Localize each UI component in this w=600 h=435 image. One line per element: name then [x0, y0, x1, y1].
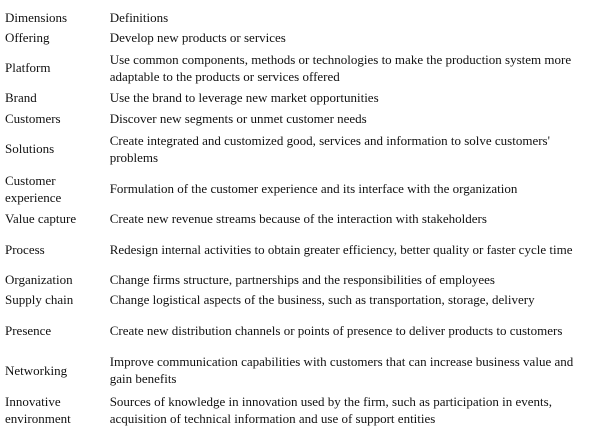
definition-cell: Redesign internal activities to obtain greater efficiency, better quality or faster cycle time: [109, 241, 573, 257]
definition-cell: Use common components, methods or technologies to make the production system more adaptable to the products or services offered: [109, 51, 572, 84]
definition-cell: Improve communication capabilities with customers that can increase business value and gain benefits: [109, 354, 574, 386]
definition-cell: Discover new segments or unmet customer needs: [109, 110, 367, 126]
dimension-cell: Supply chain: [5, 292, 74, 308]
table-row: [5, 390, 597, 430]
table-row: [5, 229, 597, 269]
table-row: [5, 209, 597, 230]
definition-cell: Create new revenue streams because of the interaction with stakeholders: [109, 211, 487, 227]
definition-cell: Change logistical aspects of the business, such as transportation, storage, delivery: [109, 292, 535, 308]
dimension-cell: Organization: [5, 271, 73, 287]
table-row: [5, 310, 597, 350]
definition-cell: Create integrated and customized good, services and information to solve customers' problems: [109, 132, 550, 165]
header-dimensions: Dimensions: [5, 9, 68, 25]
dimension-cell: Presence: [5, 322, 52, 338]
table-row: [5, 350, 597, 390]
dimension-cell: Solutions: [5, 141, 55, 156]
dimension-cell: Networking: [5, 362, 68, 378]
definition-cell: Develop new products or services: [109, 29, 286, 45]
table-row: [5, 48, 597, 88]
table-row: [5, 27, 597, 48]
table-row: [5, 88, 597, 109]
dimension-cell: Offering: [5, 29, 50, 45]
innovation-dimensions-table: [5, 7, 597, 430]
table-header-row: [5, 7, 597, 27]
definition-cell: Create new distribution channels or points of presence to deliver products to customers: [109, 322, 563, 338]
table-row: [5, 269, 597, 290]
table-row: [5, 169, 597, 209]
table-row: [5, 108, 597, 129]
dimension-cell: Customers: [5, 110, 61, 126]
header-definitions: Definitions: [109, 9, 169, 25]
dimension-cell: Brand: [5, 90, 37, 106]
table-row: [5, 290, 597, 311]
table-row: [5, 129, 597, 169]
definition-cell: Formulation of the customer experience and its interface with the organization: [109, 181, 518, 196]
dimension-cell: Customer experience: [5, 172, 62, 205]
dimension-cell: Process: [5, 241, 45, 257]
definition-cell: Sources of knowledge in innovation used by the firm, such as participation in events, acquisition of technical information and use of support entities: [109, 394, 552, 426]
definition-cell: Change firms structure, partnerships and the responsibilities of employees: [109, 271, 495, 287]
dimension-cell: Value capture: [5, 211, 77, 227]
definition-cell: Use the brand to leverage new market opportunities: [109, 90, 379, 106]
dimension-cell: Innovative environment: [5, 394, 71, 426]
dimension-cell: Platform: [5, 60, 51, 75]
